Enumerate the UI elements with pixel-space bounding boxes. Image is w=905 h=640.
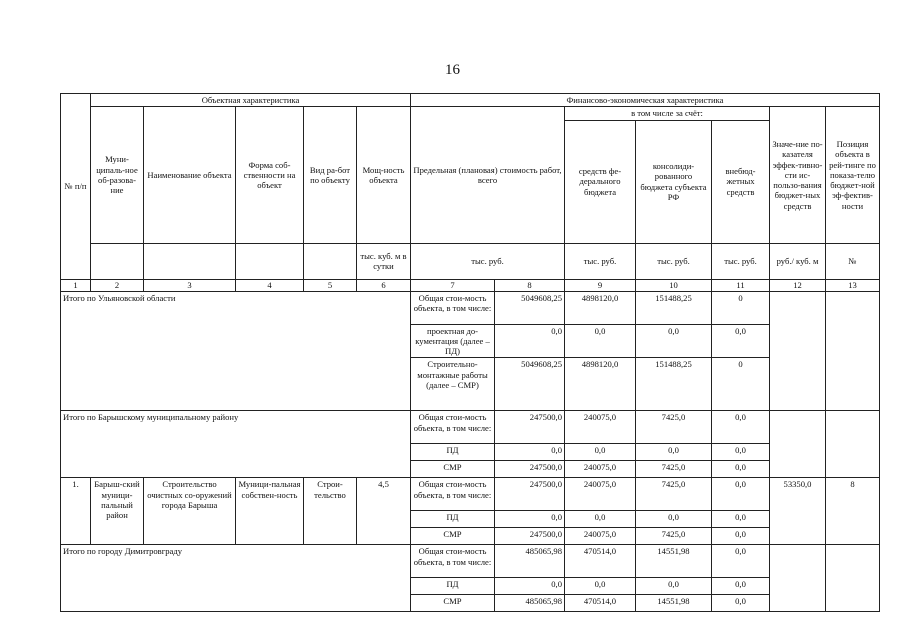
cell-regional: 0,0 xyxy=(636,578,712,595)
cell-extra: 0,0 xyxy=(712,545,770,578)
object-work-type: Строи-тельство xyxy=(304,478,357,545)
header-rating: Позиция объекта в рей-тинге по показа-телю бюджет-ной эф-фектив-ности xyxy=(826,107,880,243)
colnum: 8 xyxy=(495,279,565,291)
unit-extrabudget: тыс. руб. xyxy=(712,243,770,279)
cell-total: 5049608,25 xyxy=(495,358,565,411)
colnum: 7 xyxy=(411,279,495,291)
cell-extra: 0,0 xyxy=(712,324,770,358)
header-object-group: Объектная характеристика xyxy=(91,94,411,107)
header-efficiency: Значе-ние по-казателя эффек-тивно-сти ис-пользо-вания бюджет-ных средств xyxy=(770,107,826,243)
colnum: 4 xyxy=(236,279,304,291)
unit-regional: тыс. руб. xyxy=(636,243,712,279)
row-label: Общая стои-мость объекта, в том числе: xyxy=(411,545,495,578)
cell-federal: 4898120,0 xyxy=(565,358,636,411)
cell-regional: 7425,0 xyxy=(636,411,712,444)
section-title-oblast: Итого по Ульяновской области xyxy=(61,291,411,411)
investment-program-table xyxy=(60,93,880,612)
object-num: 1. xyxy=(61,478,91,545)
cell-extra: 0 xyxy=(712,291,770,324)
cell-regional: 151488,25 xyxy=(636,291,712,324)
header-ownership: Форма соб-ственности на объект xyxy=(236,107,304,243)
colnum: 11 xyxy=(712,279,770,291)
cell-extra: 0,0 xyxy=(712,528,770,545)
row-label: ПД xyxy=(411,578,495,595)
cell-total: 0,0 xyxy=(495,578,565,595)
row-label: СМР xyxy=(411,595,495,612)
cell-total: 247500,0 xyxy=(495,461,565,478)
colnum: 5 xyxy=(304,279,357,291)
cell-federal: 4898120,0 xyxy=(565,291,636,324)
header-municipality: Муни-ципаль-ное об-разова-ние xyxy=(91,107,144,243)
cell-federal: 0,0 xyxy=(565,444,636,461)
cell-extra: 0,0 xyxy=(712,511,770,528)
object-capacity: 4,5 xyxy=(357,478,411,545)
cell-extra: 0,0 xyxy=(712,411,770,444)
cell-extra: 0 xyxy=(712,358,770,411)
header-num: № п/п xyxy=(61,94,91,280)
cell-federal: 240075,0 xyxy=(565,461,636,478)
object-efficiency: 53350,0 xyxy=(770,478,826,545)
colnum: 12 xyxy=(770,279,826,291)
row-label: Общая стои-мость объекта, в том числе: xyxy=(411,411,495,444)
page-number: 16 xyxy=(445,62,460,78)
header-object-name: Наименование объекта xyxy=(144,107,236,243)
unit-cost: тыс. руб. xyxy=(411,243,565,279)
cell-federal: 240075,0 xyxy=(565,528,636,545)
cell-regional: 0,0 xyxy=(636,444,712,461)
object-rating: 8 xyxy=(826,478,880,545)
cell-regional: 7425,0 xyxy=(636,478,712,511)
row-label: Строительно-монтажные работы (далее – СМР) xyxy=(411,358,495,411)
cell-federal: 240075,0 xyxy=(565,411,636,444)
row-label: Общая стои-мость объекта, в том числе: xyxy=(411,478,495,511)
cell-total: 0,0 xyxy=(495,444,565,461)
cell-total: 5049608,25 xyxy=(495,291,565,324)
header-including: в том числе за счёт: xyxy=(565,107,770,120)
cell-total: 0,0 xyxy=(495,511,565,528)
cell-regional: 0,0 xyxy=(636,511,712,528)
row-label: ПД xyxy=(411,511,495,528)
cell-total: 247500,0 xyxy=(495,411,565,444)
colnum: 9 xyxy=(565,279,636,291)
cell-federal: 0,0 xyxy=(565,511,636,528)
colnum: 10 xyxy=(636,279,712,291)
row-label: проектная до-кументация (далее – ПД) xyxy=(411,324,495,358)
row-label: СМР xyxy=(411,528,495,545)
unit-efficiency: руб./ куб. м xyxy=(770,243,826,279)
cell-extra: 0,0 xyxy=(712,444,770,461)
row-label: Общая стои-мость объекта, в том числе: xyxy=(411,291,495,324)
cell-regional: 0,0 xyxy=(636,324,712,358)
header-extrabudget: внебюд-жетных средств xyxy=(712,120,770,243)
cell-total: 485065,98 xyxy=(495,545,565,578)
header-finance-group: Финансово-экономическая характеристика xyxy=(411,94,880,107)
colnum: 1 xyxy=(61,279,91,291)
object-ownership: Муници-пальная собствен-ность xyxy=(236,478,304,545)
unit-rating: № xyxy=(826,243,880,279)
cell-total: 247500,0 xyxy=(495,528,565,545)
unit-federal: тыс. руб. xyxy=(565,243,636,279)
cell-regional: 151488,25 xyxy=(636,358,712,411)
cell-extra: 0,0 xyxy=(712,595,770,612)
cell-federal: 0,0 xyxy=(565,324,636,358)
cell-federal: 0,0 xyxy=(565,578,636,595)
cell-regional: 7425,0 xyxy=(636,461,712,478)
colnum: 2 xyxy=(91,279,144,291)
object-name: Строительство очистных со-оружений города Барыша xyxy=(144,478,236,545)
cell-regional: 7425,0 xyxy=(636,528,712,545)
unit-capacity: тыс. куб. м в сутки xyxy=(357,243,411,279)
cell-total: 485065,98 xyxy=(495,595,565,612)
header-regional: консолиди-рованного бюджета субъекта РФ xyxy=(636,120,712,243)
cell-regional: 14551,98 xyxy=(636,545,712,578)
section-title-dimitrovgrad: Итого по городу Димитровграду xyxy=(61,545,411,612)
header-max-cost: Предельная (плановая) стоимость работ, всего xyxy=(411,107,565,243)
row-label: ПД xyxy=(411,444,495,461)
cell-total: 247500,0 xyxy=(495,478,565,511)
colnum: 3 xyxy=(144,279,236,291)
cell-regional: 14551,98 xyxy=(636,595,712,612)
row-label: СМР xyxy=(411,461,495,478)
colnum: 13 xyxy=(826,279,880,291)
header-capacity: Мощ-ность объекта xyxy=(357,107,411,243)
cell-federal: 240075,0 xyxy=(565,478,636,511)
cell-federal: 470514,0 xyxy=(565,545,636,578)
cell-total: 0,0 xyxy=(495,324,565,358)
cell-extra: 0,0 xyxy=(712,578,770,595)
header-work-type: Вид ра-бот по объекту xyxy=(304,107,357,243)
cell-extra: 0,0 xyxy=(712,461,770,478)
object-municipality: Барыш-ский муници-пальный район xyxy=(91,478,144,545)
cell-extra: 0,0 xyxy=(712,478,770,511)
header-federal: средств фе-дерального бюджета xyxy=(565,120,636,243)
colnum: 6 xyxy=(357,279,411,291)
cell-federal: 470514,0 xyxy=(565,595,636,612)
section-title-barysh: Итого по Барышскому муниципальному району xyxy=(61,411,411,478)
